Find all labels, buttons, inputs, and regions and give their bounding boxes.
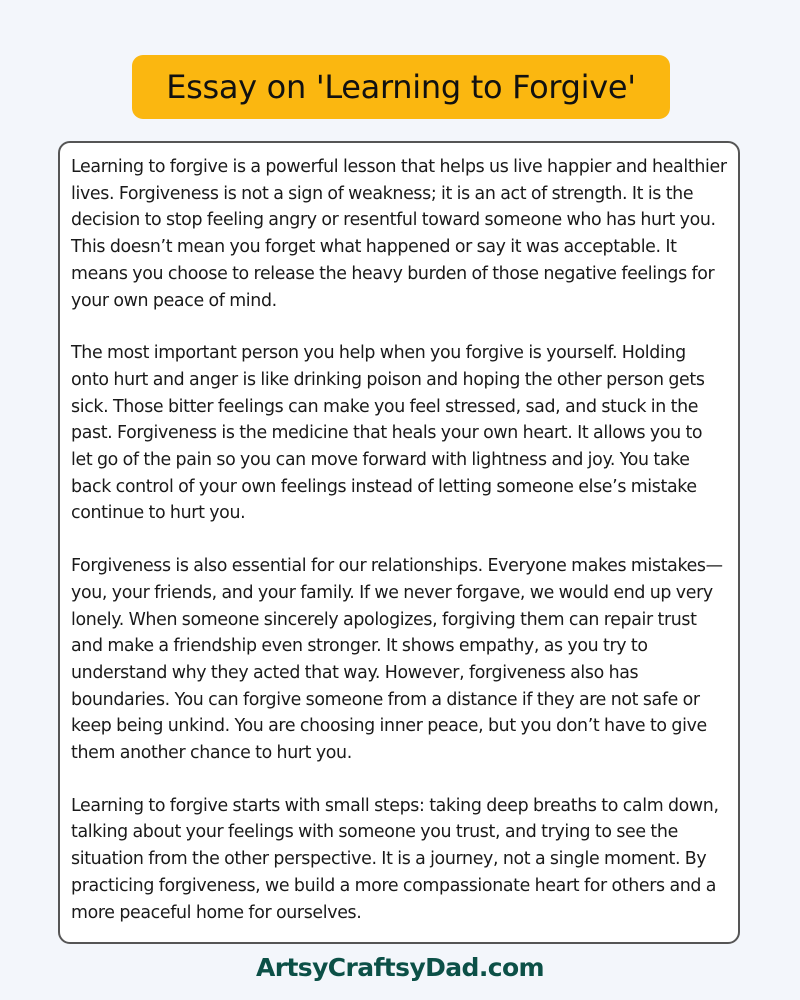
- essay-paragraph-3: Forgiveness is also essential for our relationships. Everyone makes mistakes—you, your friends, and your family. If we never forgave, we would end up very lonely. When someone sincerely apologizes, forgiving them can repair trust and make a friendship even stronger. It shows empathy, as you try to understand why they acted that way. However, forgiveness also has boundaries. You can forgive someone from a distance if they are not safe or keep being unkind. You are choosing inner peace, but you don’t have to give them another chance to hurt you.: [71, 556, 723, 764]
- essay-card: [58, 141, 740, 944]
- title-banner: [132, 55, 670, 119]
- footer-brand: ArtsyCraftsyDad.com: [255, 953, 544, 982]
- essay-paragraph-4: Learning to forgive starts with small steps: taking deep breaths to calm down, talking about your feelings with someone you trust, and trying to see the situation from the other perspective. It is a journey, not a single moment. By practicing forgiveness, we build a more compassionate heart for others and a more peaceful home for ourselves.: [71, 795, 719, 923]
- essay-paragraph-2: The most important person you help when you forgive is yourself. Holding onto hurt and anger is like drinking poison and hoping the other person gets sick. Those bitter feelings can make you feel stressed, sad, and stuck in the past. Forgiveness is the medicine that heals your own heart. It allows you to let go of the pain so you can move forward with lightness and joy. You take back control of your own feelings instead of letting someone else’s mistake continue to hurt you.: [71, 343, 705, 524]
- page-title: Essay on 'Learning to Forgive': [166, 68, 636, 106]
- essay-paragraph-1: Learning to forgive is a powerful lesson that helps us live happier and healthier lives. Forgiveness is not a sign of weakness; it is an act of strength. It is the decision to stop feeling angry or resentful toward someone who has hurt you. This doesn’t mean you forget what happened or say it was acceptable. It means you choose to release the heavy burden of those negative feelings for your own peace of mind.: [71, 157, 727, 311]
